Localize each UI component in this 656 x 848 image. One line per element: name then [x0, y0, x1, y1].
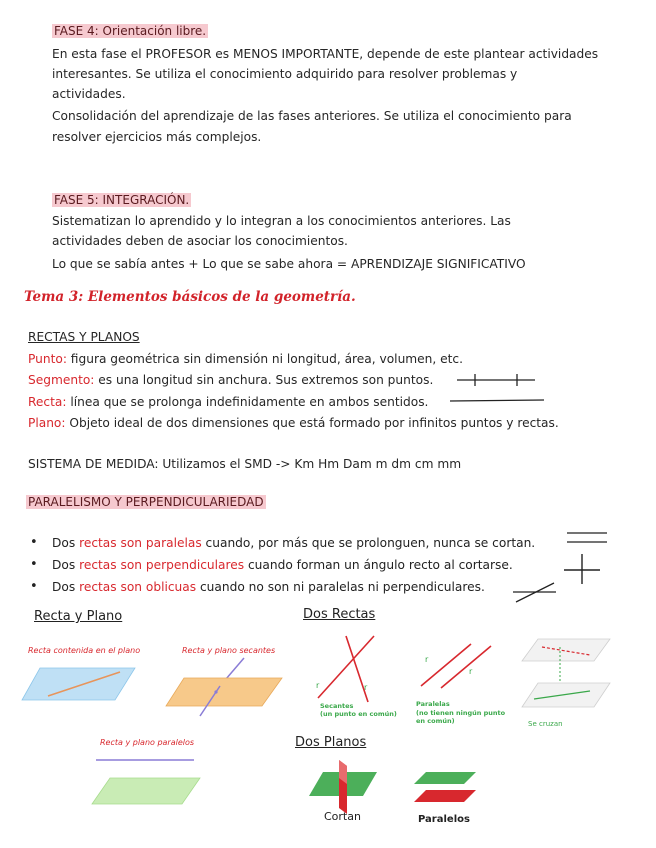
label-recta-contenida: Recta contenida en el plano: [28, 646, 141, 655]
cortan-caption: Cortan: [324, 810, 361, 823]
fase4-line-2: interesantes. Se utiliza el conocimiento adquirido para resolver problemas y: [52, 67, 518, 81]
fase5-line-3: Lo que se sabía antes + Lo que se sabe ahora = APRENDIZAJE SIGNIFICATIVO: [52, 257, 526, 271]
paralelas-caption-1: Paralelas: [416, 700, 450, 708]
rectas-secantes-diagram: [308, 632, 388, 704]
planos-cortan-diagram: [305, 758, 380, 816]
secantes-caption-2: (un punto en común): [320, 710, 397, 718]
paralelos-caption: Paralelos: [418, 814, 470, 825]
segment-sketch-icon: [455, 372, 540, 388]
def-punto: Punto: figura geométrica sin dimensión ni longitud, área, volumen, etc.: [28, 352, 463, 366]
def-segmento: Segmento: es una longitud sin anchura. Sus extremos son puntos.: [28, 373, 434, 387]
svg-text:r: r: [425, 655, 429, 664]
paralelismo-heading: PARALELISMO Y PERPENDICULARIEDAD: [28, 495, 264, 509]
recta-paralela-diagram: [90, 748, 205, 808]
rectas-paralelas-diagram: [415, 640, 495, 690]
se-cruzan-caption: Se cruzan: [528, 720, 563, 728]
paralelas-caption-3: en común): [416, 717, 455, 725]
recta-contenida-diagram: [20, 660, 140, 705]
bullet-paralelas: • Dos rectas son paralelas cuando, por más que se prolonguen, nunca se cortan.: [24, 533, 535, 555]
planos-paralelos-diagram: [410, 770, 480, 806]
bullet-oblicuas: • Dos rectas son oblicuas cuando no son ni paralelas ni perpendiculares.: [24, 577, 535, 599]
fase4-line-1: En esta fase el PROFESOR es MENOS IMPORTANTE, depende de este plantear actividades: [52, 47, 599, 61]
def-recta: Recta: línea que se prolonga indefinidamente en ambos sentidos.: [28, 395, 429, 409]
tema3-title: Tema 3: Elementos básicos de la geometría.: [24, 289, 356, 305]
svg-text:r: r: [316, 681, 320, 690]
fase4-line-4: Consolidación del aprendizaje de las fases anteriores. Se utiliza el conocimiento para: [52, 109, 572, 123]
term-segmento: Segmento:: [28, 373, 95, 387]
svg-text:r: r: [469, 667, 473, 676]
paralelas-caption-2: (no tienen ningún punto: [416, 709, 506, 717]
recta-plano-title: Recta y Plano: [34, 609, 123, 624]
svg-text:r: r: [364, 683, 368, 692]
dos-rectas-title: Dos Rectas: [303, 607, 376, 622]
line-sketch-icon: [448, 394, 548, 408]
recta-secante-diagram: [162, 654, 286, 718]
perpendicular-lines-icon: [560, 552, 604, 586]
label-recta-paralela: Recta y plano paralelos: [100, 738, 195, 747]
fase4-heading: FASE 4: Orientación libre.: [54, 24, 207, 38]
sistema-medida: SISTEMA DE MEDIDA: Utilizamos el SMD -> Km Hm Dam m dm cm mm: [28, 457, 462, 471]
rectas-se-cruzan-diagram: [520, 633, 612, 717]
dos-planos-title: Dos Planos: [295, 735, 367, 750]
parallel-lines-icon: [565, 528, 610, 548]
paralelismo-list: [24, 533, 535, 599]
secantes-caption-1: Secantes: [320, 702, 354, 710]
fase4-line-3: actividades.: [52, 87, 126, 101]
label-recta-secante: Recta y plano secantes: [182, 646, 276, 655]
rectas-planos-heading: RECTAS Y PLANOS: [28, 330, 140, 344]
def-plano: Plano: Objeto ideal de dos dimensiones que está formado por infinitos puntos y rectas.: [28, 416, 559, 430]
term-punto: Punto:: [28, 352, 67, 366]
fase5-line-2: actividades deben de asociar los conocimientos.: [52, 234, 348, 248]
term-plano: Plano:: [28, 416, 66, 430]
fase5-line-1: Sistematizan lo aprendido y lo integran a los conocimientos anteriores. Las: [52, 214, 511, 228]
oblique-lines-icon: [510, 580, 560, 606]
fase5-heading: FASE 5: INTEGRACIÓN.: [54, 193, 190, 207]
term-recta: Recta:: [28, 395, 67, 409]
fase4-line-5: resolver ejercicios más complejos.: [52, 130, 262, 144]
bullet-perpendiculares: • Dos rectas son perpendiculares cuando forman un ángulo recto al cortarse.: [24, 555, 535, 577]
